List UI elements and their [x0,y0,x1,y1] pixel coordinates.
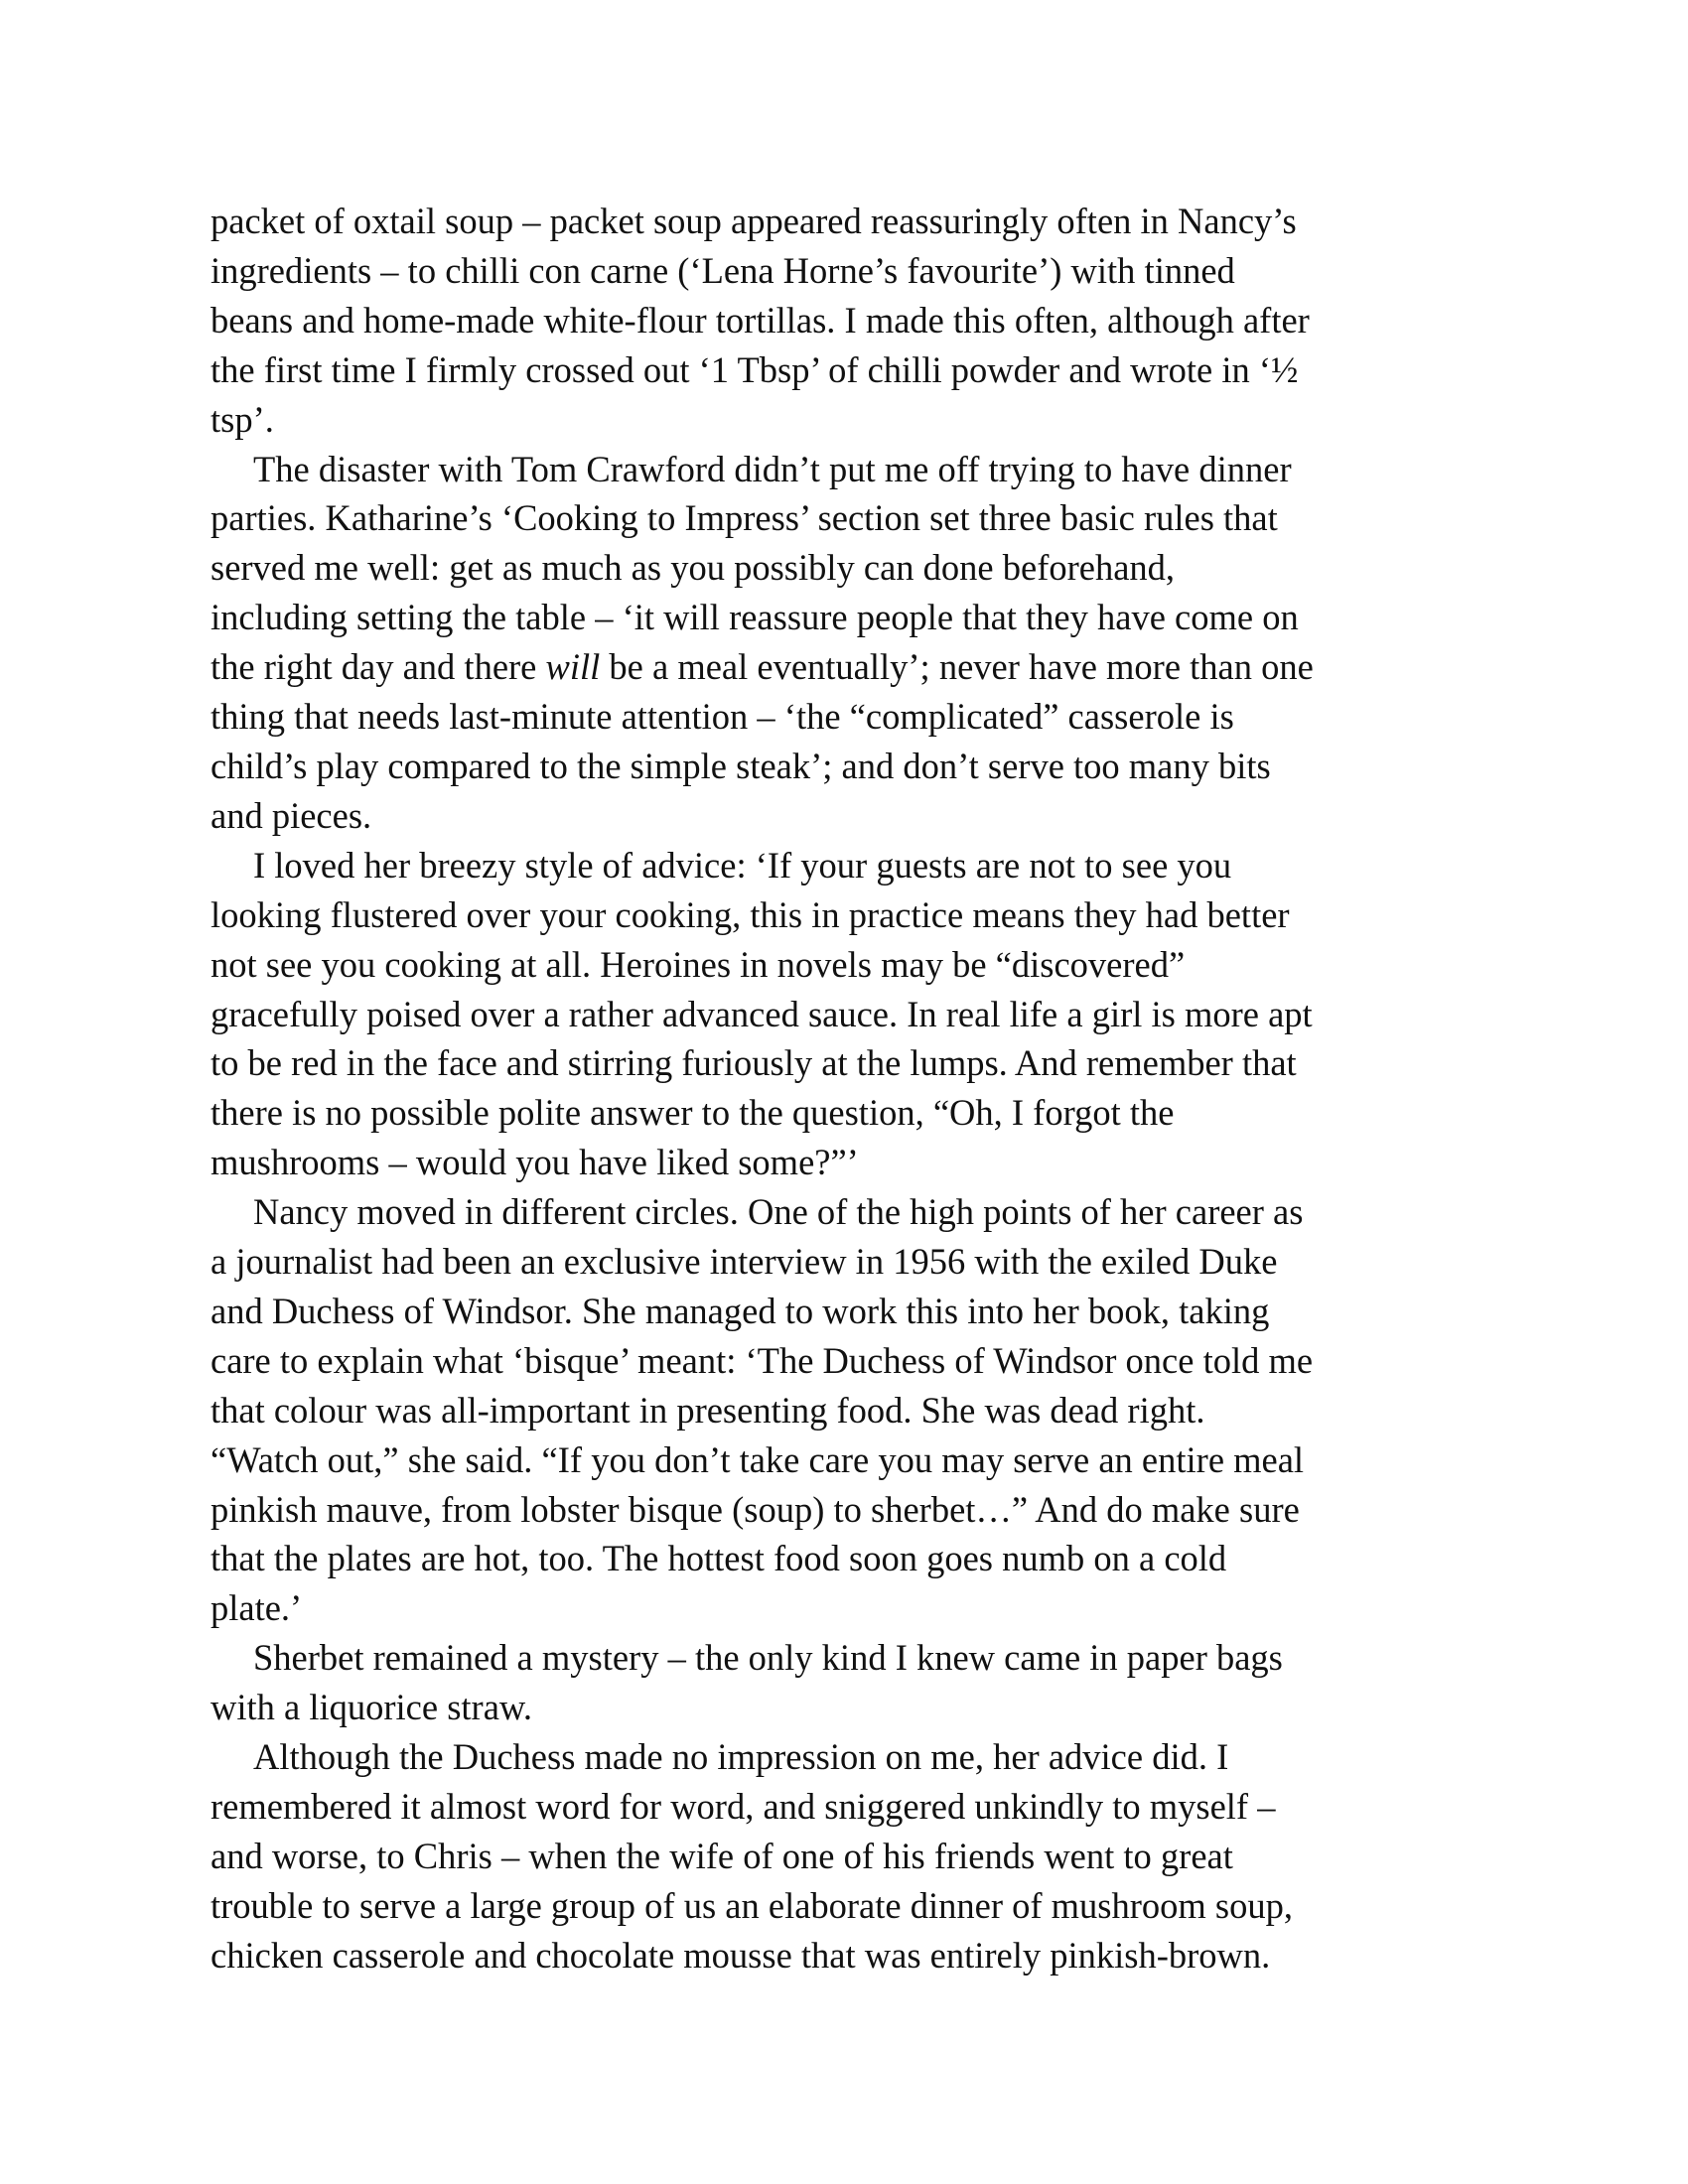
text-segment: the right day and there [211,646,546,688]
text-line: care to explain what ‘bisque’ meant: ‘The Duchess of Windsor once told me [211,1339,1314,1381]
text-line: chicken casserole and chocolate mousse that was entirely pinkish-brown. [211,1934,1271,1976]
text-line: remembered it almost word for word, and sniggered unkindly to myself – [211,1786,1276,1827]
text-line: ingredients – to chilli con carne (‘Lena Horne’s favourite’) with tinned [211,249,1235,291]
paragraph [211,1732,1491,1980]
text-line: pinkish mauve, from lobster bisque (soup) to sherbet…” And do make sure [211,1488,1300,1530]
paragraph [211,197,1491,445]
text-line: parties. Katharine’s ‘Cooking to Impress’ section set three basic rules that [211,497,1278,539]
text-line: a journalist had been an exclusive interview in 1956 with the exiled Duke [211,1241,1278,1283]
text-line: Sherbet remained a mystery – the only kind I knew came in paper bags [253,1637,1283,1679]
text-line: with a liquorice straw. [211,1687,533,1728]
text-line: beans and home-made white-flour tortillas. I made this often, although after [211,299,1310,341]
text-line: trouble to serve a large group of us an elaborate dinner of mushroom soup, [211,1884,1293,1926]
text-line: to be red in the face and stirring furiously at the lumps. And remember that [211,1042,1297,1084]
text-line: that colour was all-important in presenting food. She was dead right. [211,1389,1205,1431]
body-text [211,197,1491,1980]
text-line: there is no possible polite answer to the question, “Oh, I forgot the [211,1092,1175,1134]
paragraph [211,841,1491,1187]
text-line: looking flustered over your cooking, this in practice means they had better [211,893,1290,935]
text-line: thing that needs last-minute attention – ‘the “complicated” casserole is [211,696,1234,738]
text-line: “Watch out,” she said. “If you don’t take care you may serve an entire meal [211,1438,1305,1480]
text-line: and worse, to Chris – when the wife of one of his friends went to great [211,1835,1233,1876]
text-line: Although the Duchess made no impression on me, her advice did. I [253,1736,1229,1778]
paragraph [211,445,1491,841]
text-line: mushrooms – would you have liked some?”’ [211,1142,859,1183]
text-line: The disaster with Tom Crawford didn’t put me off trying to have dinner [253,448,1292,489]
text-line: and Duchess of Windsor. She managed to work this into her book, taking [211,1290,1270,1331]
text-line: tsp’. [211,398,274,440]
text-line: that the plates are hot, too. The hottest food soon goes numb on a cold [211,1538,1227,1579]
text-line: including setting the table – ‘it will reassure people that they have come on [211,597,1299,638]
text-line: plate.’ [211,1587,303,1629]
text-line: Nancy moved in different circles. One of the high points of her career as [253,1191,1304,1233]
text-segment: be a meal eventually’; never have more than one [600,646,1314,688]
text-line: child’s play compared to the simple steak’; and don’t serve too many bits [211,745,1271,786]
italic-word: will [545,646,601,688]
text-line: I loved her breezy style of advice: ‘If your guests are not to see you [253,844,1232,886]
text-line [211,642,1491,692]
paragraph [211,1187,1491,1633]
text-line: the first time I firmly crossed out ‘1 Tbsp’ of chilli powder and wrote in ‘½ [211,348,1299,390]
text-line: packet of oxtail soup – packet soup appeared reassuringly often in Nancy’s [211,201,1297,241]
text-line: gracefully poised over a rather advanced sauce. In real life a girl is more apt [211,993,1313,1034]
text-line: served me well: get as much as you possibly can done beforehand, [211,547,1176,589]
text-line: not see you cooking at all. Heroines in novels may be “discovered” [211,943,1186,985]
text-line: and pieces. [211,794,372,836]
paragraph [211,1633,1491,1732]
